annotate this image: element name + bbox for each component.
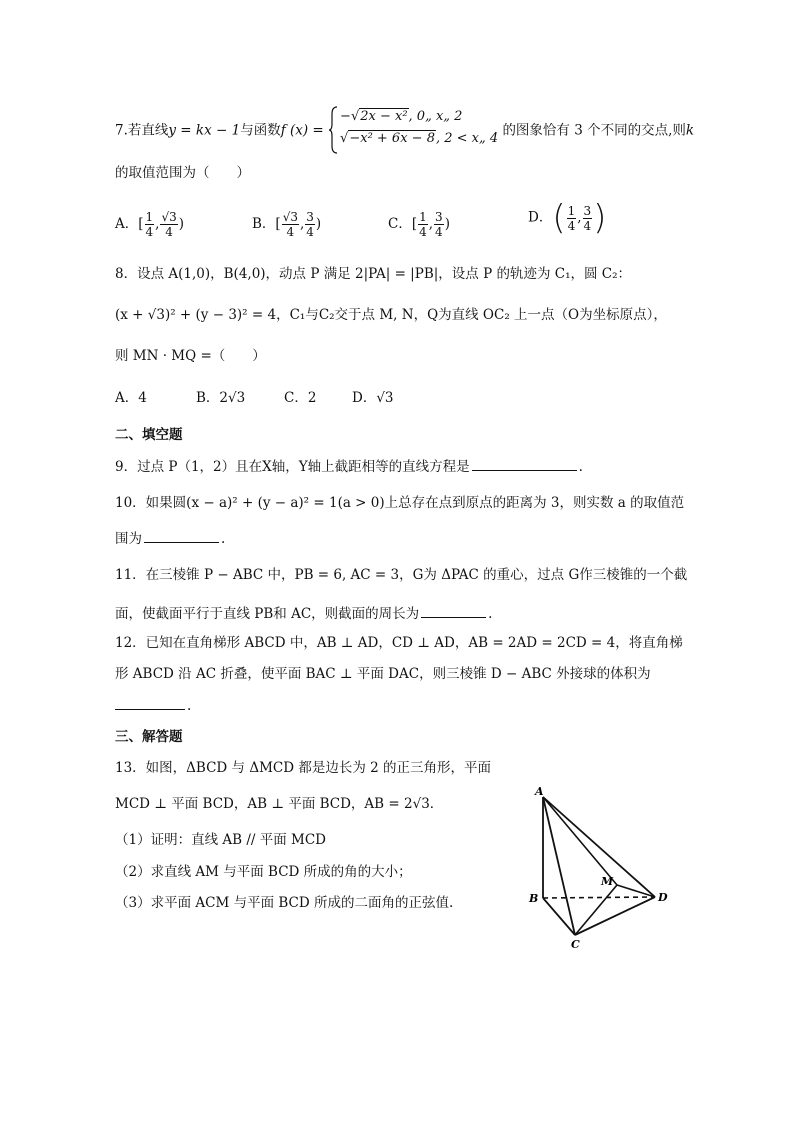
edge-ac [543,797,575,935]
section-fill-blank-title: 二、填空题 [115,427,183,443]
q8-line1: 8．设点 A(1,0)，B(4,0)，动点 P 满足 2|PA| = |PB|，设点 P 的轨迹为 C₁，圆 C₂： [115,266,632,282]
q7-line-eq: y = kx − 1 [168,122,241,139]
q11-line1: 11．在三棱锥 P − ABC 中，PB = 6, AC = 3，G为 ΔPAC 的重心，过点 G作三棱锥的一个截 [115,567,688,583]
q7-option-a[interactable]: A．[ $\frac{1}{4}$ , $\frac{√3}{4}$ ) [115,210,185,239]
q12-line1: 12．已知在直角梯形 ABCD 中，AB ⊥ AD，CD ⊥ AD，AB = 2AD = 2CD = 4，将直角梯 [115,635,683,651]
edge-cm [575,885,617,935]
q7-prefix: 7.若直线 [115,122,169,139]
q12-blank[interactable] [115,695,185,710]
q7-line2: 的取值范围为（ ） [115,165,250,181]
q8-option-a[interactable]: A．4 [115,390,147,406]
label-d: D [658,891,668,904]
q8-option-d[interactable]: D．√3 [352,390,394,406]
q13-sub1: （1）证明：直线 AB // 平面 MCD [115,832,326,848]
edge-cd [575,897,655,935]
q13-sub3: （3）求平面 ACM 与平面 BCD 所成的二面角的正弦值. [115,895,454,911]
q7-piecewise [328,106,498,156]
q11-line2: 面，使截面平行于直线 PB和 AC，则截面的周长为 . [115,603,492,624]
q8-line2: (x + √3)² + (y − 3)² = 4，C₁与C₂交于点 M, N，Q为直线 OC₂ 上一点（O为坐标原点）， [115,307,667,323]
q12-line3: . [115,695,191,716]
q9-blank[interactable] [472,456,577,471]
q7-option-c[interactable]: C．[ $\frac{1}{4}$ , $\frac{3}{4}$ ) [388,210,450,239]
q7-option-d[interactable]: D．( $\frac{1}{4}$ , $\frac{3}{4}$ ) [528,198,607,238]
q9: 9．过点 P（1，2）且在X轴，Y轴上截距相等的直线方程是 . [115,456,583,477]
label-a: A [535,785,544,798]
q7-k: k [685,122,695,139]
q7-mid: 与函数 [240,122,281,139]
q11-blank[interactable] [421,603,486,618]
q7-option-b[interactable]: B．[ $\frac{√3}{4}$ , $\frac{3}{4}$ ) [252,210,322,239]
q7-case2: √−x² + 6x − 8, 2 < x„ 4 [340,131,499,146]
q10-line2: 围为 . [115,528,225,549]
label-m: M [601,875,614,888]
q13-line1: 13．如图，ΔBCD 与 ΔMCD 都是边长为 2 的正三角形，平面 [115,760,492,776]
label-b: B [529,892,539,905]
section-solve-title: 三、解答题 [115,729,183,745]
q7-line1 [115,106,694,156]
label-c: C [571,938,580,951]
q10-line1: 10．如果圆(x − a)² + (y − a)² = 1(a > 0)上总存在点到原点的距离为 3，则实数 a 的取值范 [115,495,685,511]
q8-option-c[interactable]: C．2 [284,390,317,406]
q8-option-b[interactable]: B．2√3 [196,390,246,406]
q13-line2: MCD ⊥ 平面 BCD，AB ⊥ 平面 BCD，AB = 2√3． [115,796,444,812]
q8-line3: 则 MN · MQ =（ ） [115,348,266,364]
q7-case1: −√2x − x², 0„ x„ 2 [340,109,463,124]
q7-suffix: 的图象恰有 3 个不同的交点,则 [502,122,686,139]
brace-icon [328,106,338,154]
edge-bd [543,897,655,898]
edge-ad [543,797,655,897]
q7-fx: f (x) = [280,122,324,139]
q10-blank[interactable] [144,528,219,543]
q12-line2: 形 ABCD 沿 AC 折叠，使平面 BAC ⊥ 平面 DAC，则三棱锥 D − ABC 外接球的体积为 [115,666,651,682]
q13-sub2: （2）求直线 AM 与平面 BCD 所成的角的大小； [115,864,412,880]
tetrahedron-figure [525,785,685,955]
